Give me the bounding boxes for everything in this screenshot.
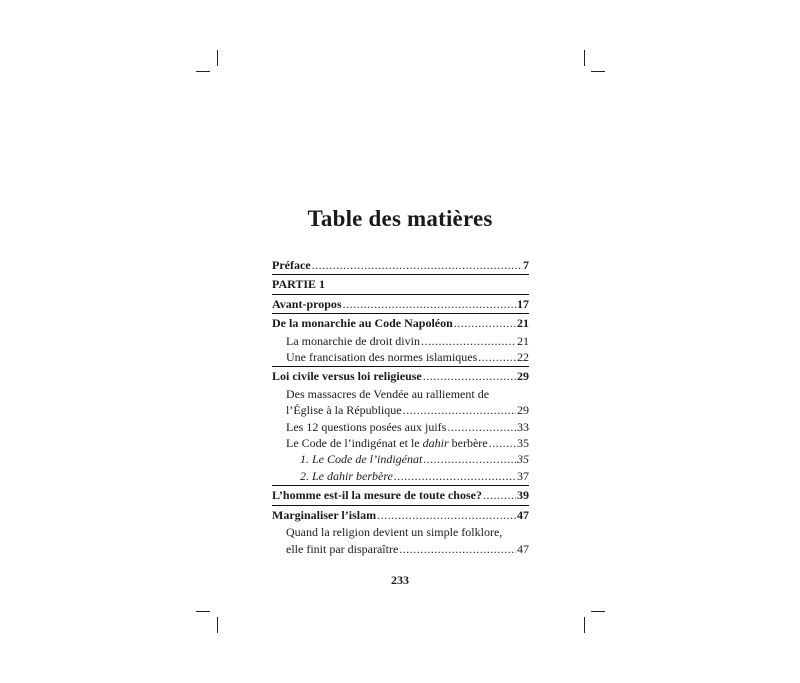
toc-entry-monarchie-droit [272,333,529,349]
toc-label-italic: dahir [422,436,449,451]
toc-entry-avant-propos [272,295,529,313]
toc-label-line: Des massacres de Vendée au ralliement de [286,386,490,401]
toc-page: 47 [517,541,529,556]
crop-mark-top-left-h [196,71,210,72]
toc-page: 21 [517,333,529,348]
toc-page: 39 [517,488,529,503]
crop-mark-bottom-right-h [591,611,605,612]
toc-entry-monarchie [272,314,529,332]
toc-label: elle finit par disparaître [286,541,399,556]
toc-part-heading: PARTIE 1 [272,277,326,292]
toc-label: Les 12 questions posées aux juifs [286,419,447,434]
crop-mark-bottom-right-v [584,617,585,633]
toc-label: Avant-propos [272,296,342,311]
toc-entry-loi-civile [272,367,529,385]
toc-label: 2. Le dahir berbère [300,468,393,483]
toc-label-prefix: Le Code de l’indigénat et le [286,436,423,451]
toc-label: Une francisation des normes islamiques [286,350,478,365]
toc-entry-code-indigenat [272,435,529,451]
crop-mark-top-right-v [584,50,585,66]
toc-label: De la monarchie au Code Napoléon [272,316,453,331]
toc-page: 35 [517,452,529,467]
crop-mark-top-right-h [591,71,605,72]
toc-label: Marginaliser l’islam [272,507,377,522]
leader-dots [394,468,516,484]
leader-dots [312,257,522,273]
toc-entry-marginaliser [272,506,529,524]
leader-dots [343,296,516,312]
toc-label-line: Quand la religion devient un simple folklore, [286,525,503,540]
leader-dots [423,368,516,384]
page-title: Table des matières [307,206,493,231]
toc-page: 47 [517,507,529,522]
page-number: 233 [391,573,409,587]
leader-dots [447,419,516,435]
toc-row-continuation [286,541,529,557]
toc-entry-preface [272,256,529,274]
toc-entry-massacres [272,386,529,419]
toc-label: Loi civile versus loi religieuse [272,369,422,384]
toc-label-suffix: berbère [448,436,488,451]
toc-page: 35 [517,436,529,451]
table-of-contents [272,256,529,557]
leader-dots [478,349,516,365]
toc-page: 33 [517,419,529,434]
toc-entry-sub1 [272,451,529,467]
toc-label: L’homme est-il la mesure de toute chose? [272,488,482,503]
leader-dots [454,315,516,331]
toc-entry-sub2 [272,468,529,485]
toc-label: Préface [272,258,311,272]
crop-mark-bottom-left-h [196,611,210,612]
toc-page: 21 [517,316,529,331]
toc-page: 17 [517,296,529,311]
toc-row-continuation [286,402,529,418]
toc-entry-homme [272,486,529,504]
leader-dots [377,507,516,523]
toc-entry-religion [272,524,529,557]
toc-entry-questions [272,419,529,435]
leader-dots [423,451,516,467]
toc-page: 7 [523,258,529,272]
toc-entry-francisation [272,349,529,366]
toc-label: 1. Le Code de l’indigénat [300,452,423,467]
crop-mark-top-left-v [217,50,218,66]
toc-page: 22 [517,350,529,365]
leader-dots [483,487,516,503]
crop-mark-bottom-left-v [217,617,218,633]
toc-page: 29 [517,369,529,384]
toc-page: 29 [517,403,529,418]
leader-dots [421,333,516,349]
leader-dots [489,435,516,451]
leader-dots [399,541,516,557]
toc-page: 37 [517,468,529,483]
leader-dots [403,402,516,418]
toc-label: l’Église à la République [286,403,402,418]
toc-label: La monarchie de droit divin [286,333,420,348]
toc-label [286,435,488,451]
